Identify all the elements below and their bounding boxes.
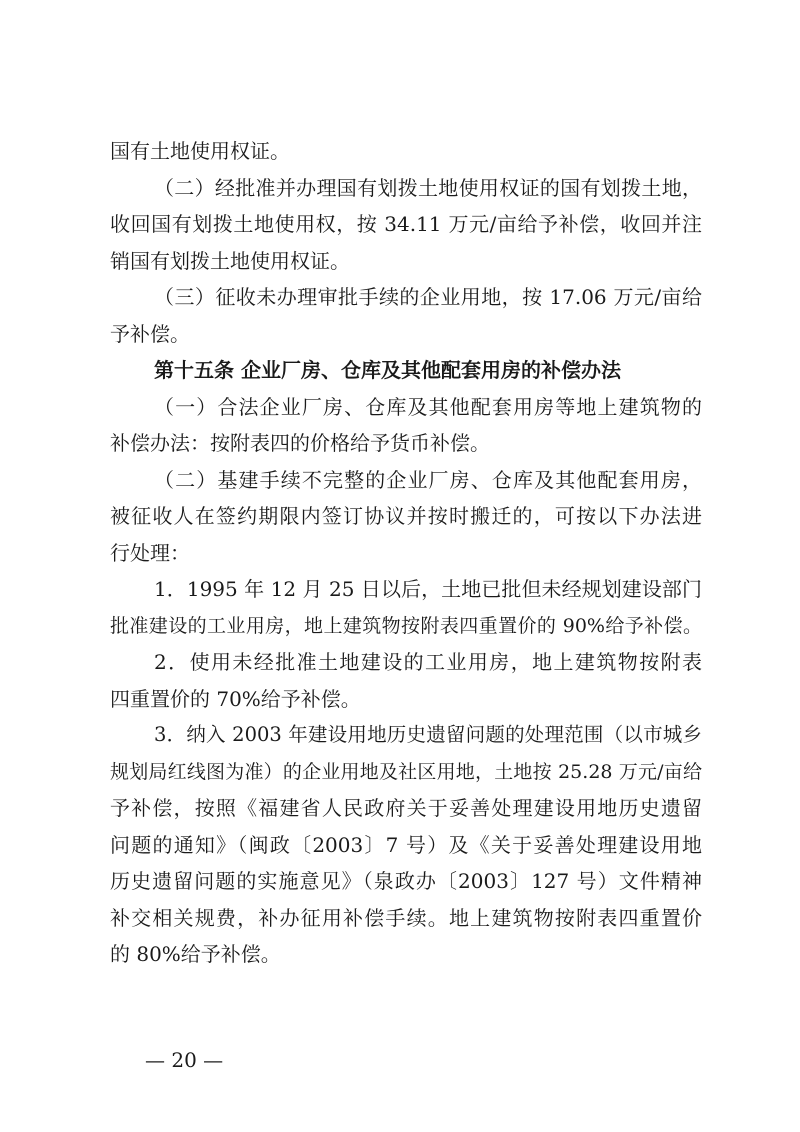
text-line: 规划局红线图为准）的企业用地及社区用地，土地按 25.28 万元/亩给: [110, 760, 702, 783]
text-line: 2．使用未经批准土地建设的工业用房，地上建筑物按附表: [154, 650, 702, 674]
text-line: （一）合法企业厂房、仓库及其他配套用房等地上建筑物的: [154, 394, 702, 419]
document-body: [110, 133, 702, 973]
text-line: 行处理：: [110, 540, 190, 565]
page-number: — 20 —: [145, 1048, 224, 1072]
text-line: 予补偿，按照《福建省人民政府关于妥善处理建设用地历史遗留: [110, 796, 702, 820]
text-line: 问题的通知》（闽政〔2003〕7 号）及《关于妥善处理建设用地: [110, 832, 702, 857]
text-line: （二）基建手续不完整的企业厂房、仓库及其他配套用房，: [154, 467, 702, 492]
text-line: 销国有划拨土地使用权证。: [110, 248, 350, 273]
text-line: 补偿办法：按附表四的价格给予货币补偿。: [110, 431, 490, 455]
text-line: 四重置价的 70%给予补偿。: [110, 686, 361, 711]
text-line: 予补偿。: [110, 321, 190, 346]
text-line: 补交相关规费，补办征用补偿手续。地上建筑物按附表四重置价: [110, 905, 702, 930]
text-line: 3．纳入 2003 年建设用地历史遗留问题的处理范围（以市城乡: [154, 723, 702, 746]
text-line: 收回国有划拨土地使用权，按 34.11 万元/亩给予补偿，收回并注: [110, 212, 702, 236]
text-line: （二）经批准并办理国有划拨土地使用权证的国有划拨土地，: [154, 175, 702, 200]
text-line: 的 80%给予补偿。: [110, 942, 281, 966]
text-line: 历史遗留问题的实施意见》（泉政办〔2003〕127 号）文件精神: [110, 869, 702, 893]
text-line: 1．1995 年 12 月 25 日以后，土地已批但未经规划建设部门: [154, 577, 702, 601]
text-line: （三）征收未办理审批手续的企业用地，按 17.06 万元/亩给: [154, 285, 702, 309]
text-line: 被征收人在签约期限内签订协议并按时搬迁的，可按以下办法进: [110, 504, 702, 528]
section-heading: 第十五条 企业厂房、仓库及其他配套用房的补偿办法: [154, 358, 621, 382]
text-line: 国有土地使用权证。: [110, 139, 290, 163]
text-line: 批准建设的工业用房，地上建筑物按附表四重置价的 90%给予补偿。: [110, 614, 702, 637]
